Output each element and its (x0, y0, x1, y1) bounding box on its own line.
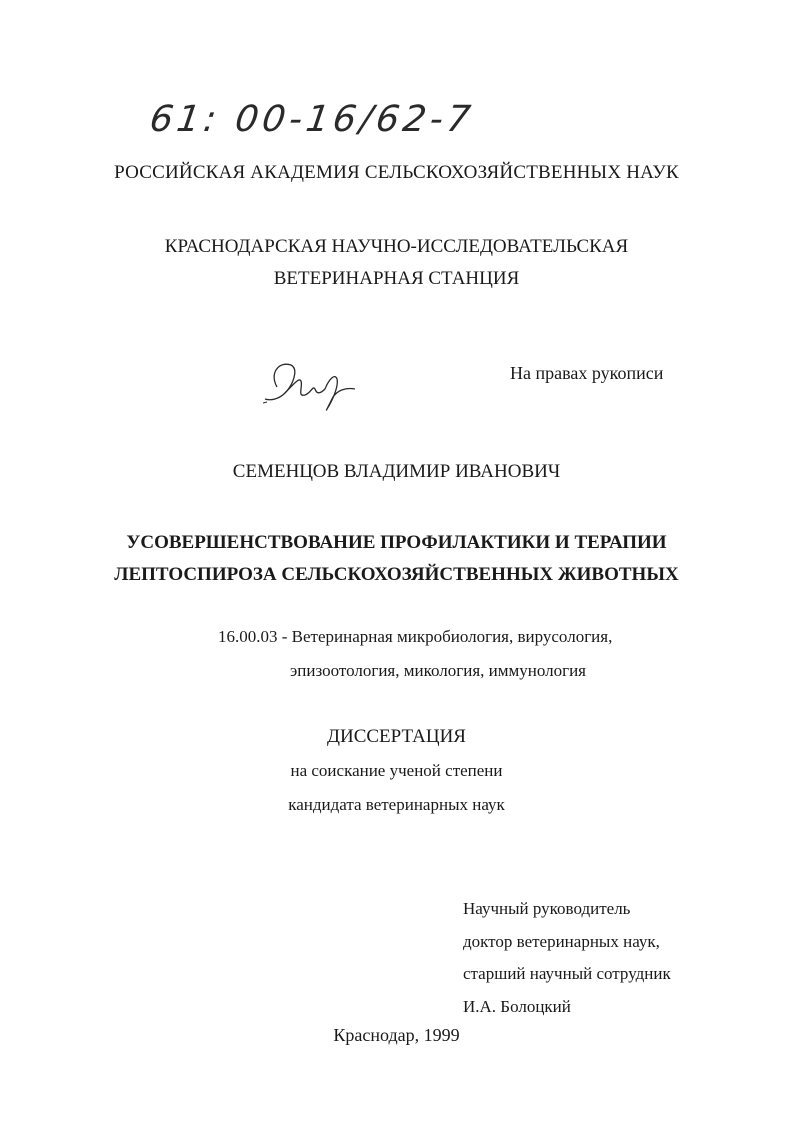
author-name: СЕМЕНЦОВ ВЛАДИМИР ИВАНОВИЧ (232, 461, 561, 482)
degree-line2: кандидата ветеринарных наук (288, 795, 505, 814)
shelfmark-text: 61: 00-16/62-7 (147, 99, 477, 140)
degree-line1: на соискание ученой степени (290, 761, 503, 780)
station-name-line1: КРАСНОДАРСКАЯ НАУЧНО-ИССЛЕДОВАТЕЛЬСКАЯ (164, 236, 629, 257)
supervisor-line2: доктор ветеринарных наук, (463, 931, 660, 951)
dissertation-title-line1: УСОВЕРШЕНСТВОВАНИЕ ПРОФИЛАКТИКИ И ТЕРАПИИ (126, 532, 667, 553)
supervisor-name: И.А. Болоцкий (463, 996, 571, 1016)
supervisor-line3: старший научный сотрудник (463, 964, 671, 983)
dissertation-title (0, 527, 793, 591)
work-type: ДИССЕРТАЦИЯ (327, 726, 466, 747)
station-name (0, 231, 793, 295)
station-name-line2: ВЕТЕРИНАРНАЯ СТАНЦИЯ (273, 268, 520, 289)
signature-image (255, 355, 375, 415)
supervisor-block (463, 893, 671, 1023)
supervisor-line1: Научный руководитель (463, 899, 631, 918)
city-year: Краснодар, 1999 (333, 1025, 460, 1045)
handwritten-shelfmark (147, 92, 490, 162)
manuscript-rights-note: На правах рукописи (510, 363, 664, 383)
academy-name: РОССИЙСКАЯ АКАДЕМИЯ СЕЛЬСКОХОЗЯЙСТВЕННЫХ НАУК (114, 162, 679, 183)
specialty-line2: эпизоотология, микология, иммунология (290, 661, 586, 680)
specialty-line1: 16.00.03 - Ветеринарная микробиология, вирусология, (218, 627, 613, 646)
signature-scribble (255, 355, 375, 415)
dissertation-title-line2: ЛЕПТОСПИРОЗА СЕЛЬСКОХОЗЯЙСТВЕННЫХ ЖИВОТНЫХ (114, 564, 679, 585)
